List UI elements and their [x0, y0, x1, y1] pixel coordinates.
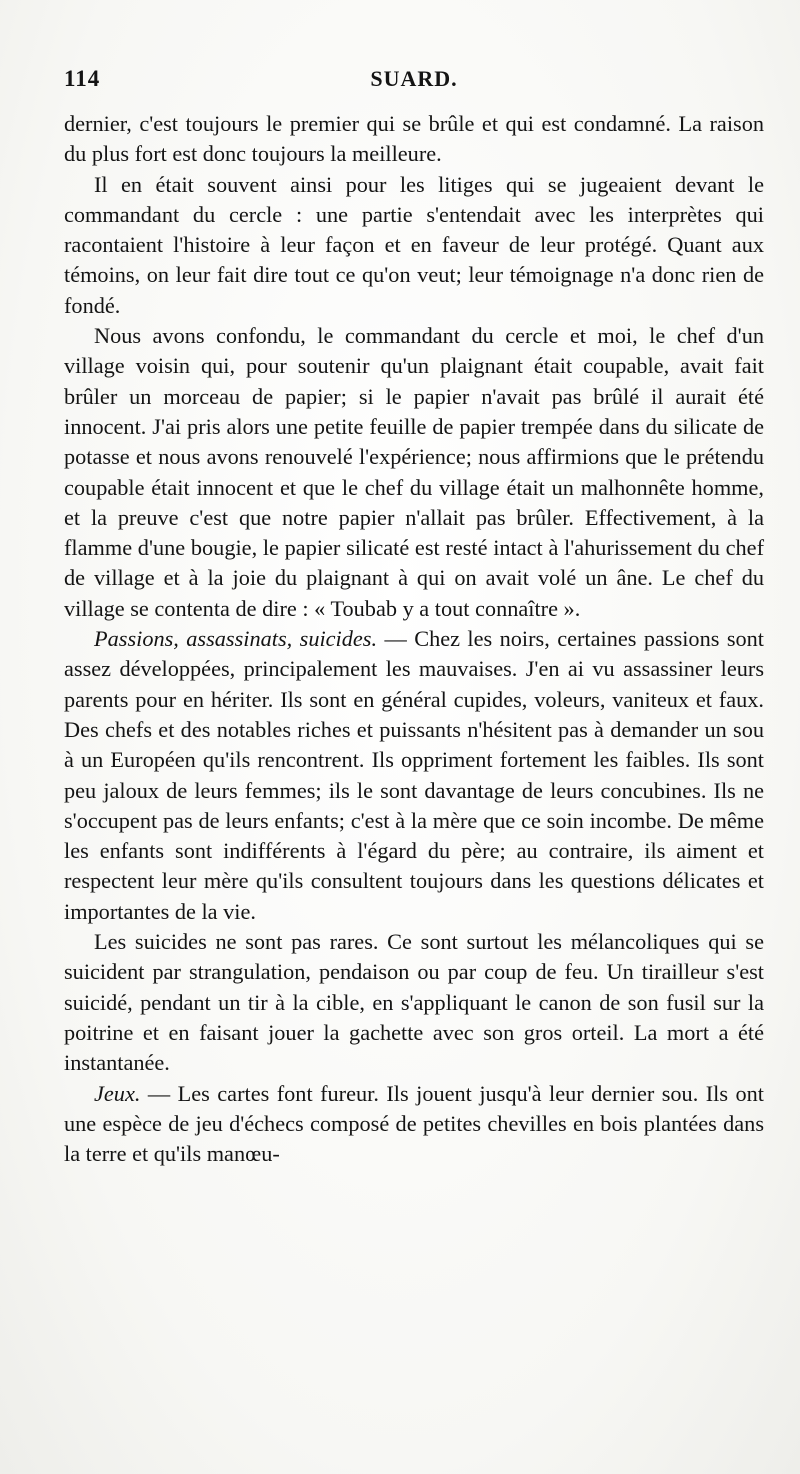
paragraph-text: — Les cartes font fureur. Ils jouent jusqu'à leur dernier sou. Ils ont une espèce de jeu d'échecs composé de petites chevilles en bois plantées dans la terre et qu'ils manœu-	[64, 1080, 764, 1167]
paragraph	[64, 321, 764, 624]
paragraph-text: Il en était souvent ainsi pour les litiges qui se jugeaient devant le commandant du cercle : une partie s'entendait avec les interprètes qui racontaient l'histoire à leur façon et en faveur de leur protégé. Quant aux témoins, on leur fait dire tout ce qu'on veut; leur témoignage n'a donc rien de fondé.	[64, 171, 764, 318]
paragraph	[64, 109, 764, 170]
paragraph	[64, 1079, 764, 1170]
paragraph	[64, 170, 764, 321]
paragraph-text: Les suicides ne sont pas rares. Ce sont surtout les mélancoliques qui se suicident par strangulation, pendaison ou par coup de feu. Un tirailleur s'est suicidé, pendant un tir à la cible, en s'appliquant le canon de son fusil sur la poitrine et en faisant jouer la gachette avec son gros orteil. La mort a été instantanée.	[64, 929, 764, 1076]
section-lead: Passions, assassinats, suicides.	[94, 626, 378, 652]
running-head: SUARD.	[370, 66, 458, 91]
paragraph	[64, 927, 764, 1078]
paragraph-text: — Chez les noirs, certaines passions sont assez développées, principalement les mauvaises. J'en ai vu assassiner leurs parents pour en hériter. Ils sont en général cupides, voleurs, vaniteux et faux. Des chefs et des notables riches et puissants n'hésitent pas à demander un sou à un Européen qu'ils rencontrent. Ils oppriment fortement les faibles. Ils sont peu jaloux de leurs femmes; ils le sont davantage de leurs concubines. Ils ne s'occupent pas de leurs enfants; c'est à la mère que ce soin incombe. De même les enfants sont indifférents à l'égard du père; au contraire, ils aiment et respectent leur mère qu'ils consultent toujours dans les questions délicates et importantes de la vie.	[64, 626, 764, 924]
paragraph-text: Nous avons confondu, le commandant du cercle et moi, le chef d'un village voisin qui, pour soutenir qu'un plaignant était coupable, avait fait brûler un morceau de papier; si le papier n'avait pas brûlé il aurait été innocent. J'ai pris alors une petite feuille de papier trempée dans du silicate de potasse et nous avons renouvelé l'expérience; nous affirmions que le prétendu coupable était innocent et que le chef du village était un malhonnête homme, et la preuve c'est que notre papier n'allait pas brûler. Effectivement, à la flamme d'une bougie, le papier silicaté est resté intact à l'ahurissement du chef de village et à la joie du plaignant à qui on avait volé un âne. Le chef du village se contenta de dire : « Toubab y a tout connaître ».	[64, 323, 764, 621]
body-text	[64, 109, 764, 1169]
section-lead: Jeux.	[94, 1080, 141, 1106]
page-header	[64, 66, 764, 98]
paragraph	[64, 624, 764, 927]
page-number: 114	[64, 66, 101, 91]
paragraph-text: dernier, c'est toujours le premier qui se brûle et qui est condamné. La raison du plus fort est donc toujours la meilleure.	[64, 111, 764, 167]
